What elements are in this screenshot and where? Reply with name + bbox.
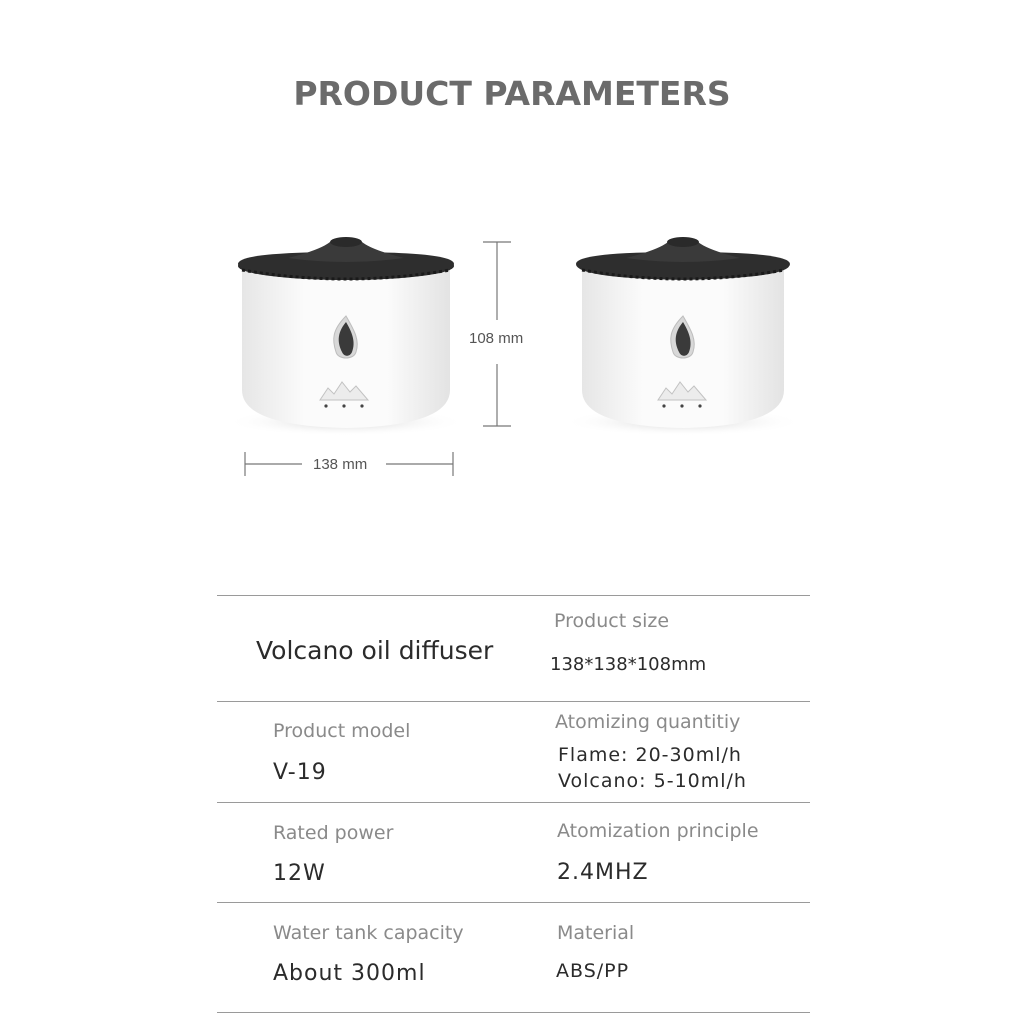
water-tank-label: Water tank capacity xyxy=(273,922,464,944)
material-label: Material xyxy=(557,922,635,944)
product-model-label: Product model xyxy=(273,720,411,742)
product-model-value: V-19 xyxy=(273,760,327,785)
atomizing-volcano-value: Volcano: 5-10ml/h xyxy=(558,770,747,792)
product-illustration xyxy=(220,230,820,490)
table-divider xyxy=(217,595,810,596)
table-divider xyxy=(217,802,810,803)
table-divider xyxy=(217,902,810,903)
height-label: 108 mm xyxy=(469,330,524,347)
diffuser-right xyxy=(563,237,803,436)
diffuser-left xyxy=(226,237,466,436)
width-label: 138 mm xyxy=(313,456,368,473)
table-divider xyxy=(217,701,810,702)
material-value: ABS/PP xyxy=(556,960,630,982)
product-size-label: Product size xyxy=(554,610,670,632)
table-divider xyxy=(217,1012,810,1013)
atomizing-quantity-label: Atomizing quantitiy xyxy=(555,711,741,733)
water-tank-value: About 300ml xyxy=(273,961,426,986)
atomization-principle-value: 2.4MHZ xyxy=(557,860,649,885)
page-title: PRODUCT PARAMETERS xyxy=(293,74,731,113)
atomization-principle-label: Atomization principle xyxy=(557,820,759,842)
product-size-value: 138*138*108mm xyxy=(550,654,707,675)
atomizing-flame-value: Flame: 20-30ml/h xyxy=(558,744,742,766)
rated-power-label: Rated power xyxy=(273,822,394,844)
product-name: Volcano oil diffuser xyxy=(256,636,494,665)
rated-power-value: 12W xyxy=(273,861,326,886)
